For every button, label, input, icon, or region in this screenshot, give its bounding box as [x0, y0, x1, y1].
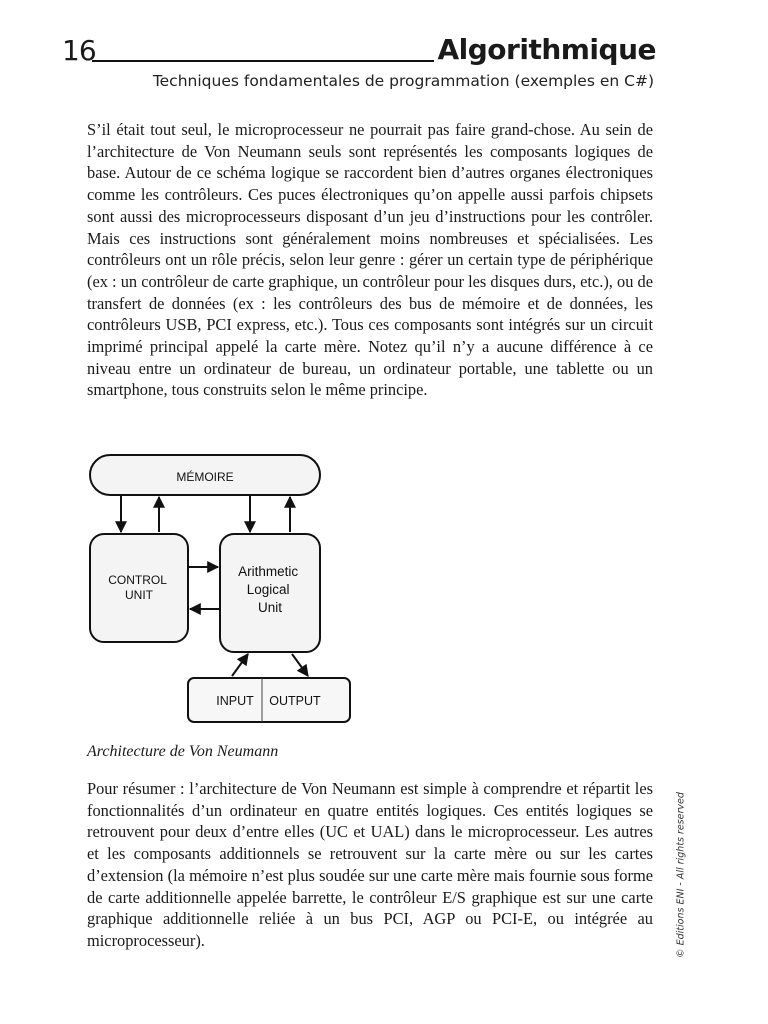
- arrow-alu-to-output: [292, 654, 308, 676]
- control-unit-line-2: UNIT: [125, 588, 153, 602]
- alu-line-3: Unit: [257, 600, 283, 615]
- page-number: 16: [62, 34, 96, 67]
- von-neumann-diagram: [86, 452, 356, 728]
- control-unit-line-1: CONTROL: [108, 573, 167, 587]
- alu-line-1: Arithmetic: [238, 564, 299, 579]
- paragraph-summary: Pour résumer : l’architecture de Von Neumann est simple à comprendre et répartit les fonctionnalités d’un ordinateur en quatre entités logiques. Ces entités logiques se retrouvent pour deux d’entre elles (UC et UAL) dans le microprocesseur. Les autres et les composants additionnels se retrouvent sur la carte mère ou sur les cartes d’extension (la mémoire n’est plus soudée sur une carte mère mais fournie sous forme de carte additionnelle appelée barrette, le contrôleur E/S graphique est sur une carte graphique additionnelle reliée à un bus PCI, AGP ou PCI-E, ou intégrée au microprocesseur).: [87, 779, 653, 950]
- memory-label: MÉMOIRE: [176, 470, 234, 484]
- alu-line-2: Logical: [246, 582, 290, 597]
- copyright-text: © Editions ENI - All rights reserved: [675, 792, 687, 958]
- paragraph-intro: S’il était tout seul, le microprocesseur ne pourrait pas faire grand-chose. Au sein de l’architecture de Von Neumann seuls sont représentés les composants logiques de base. Autour de ce schéma logique se raccordent bien d’autres organes électroniques comme les contrôleurs. Ces puces électroniques qu’on appelle aussi parfois chipsets sont aussi des microprocesseurs disposant d’un jeu d’instructions pour les contrôler. Mais ces instructions sont généralement moins nombreuses et spécialisées. Les contrôleurs ont un rôle précis, selon leur genre : gérer un certain type de périphérique (ex : un contrôleur de carte graphique, un contrôleur pour les disques durs, etc.), ou de transfert de données (ex : les contrôleurs des bus de mémoire et de données, les contrôleurs USB, PCI express, etc.). Tous ces composants sont intégrés sur un circuit imprimé principal appelé la carte mère. Notez qu’il n’y a aucune différence à ce niveau entre un ordinateur de bureau, un ordinateur portable, une tablette ou un smartphone, tous construits selon le même principe.: [87, 120, 653, 400]
- output-label: OUTPUT: [269, 694, 321, 708]
- header-rule: [92, 60, 434, 62]
- book-subtitle: Techniques fondamentales de programmation (exemples en C#): [152, 72, 654, 90]
- copyright-notice: [671, 780, 691, 970]
- figure-caption: Architecture de Von Neumann: [87, 743, 279, 760]
- page-header: [62, 34, 656, 68]
- input-label: INPUT: [216, 694, 254, 708]
- book-title: Algorithmique: [437, 33, 656, 66]
- arrow-input-to-alu: [232, 654, 248, 676]
